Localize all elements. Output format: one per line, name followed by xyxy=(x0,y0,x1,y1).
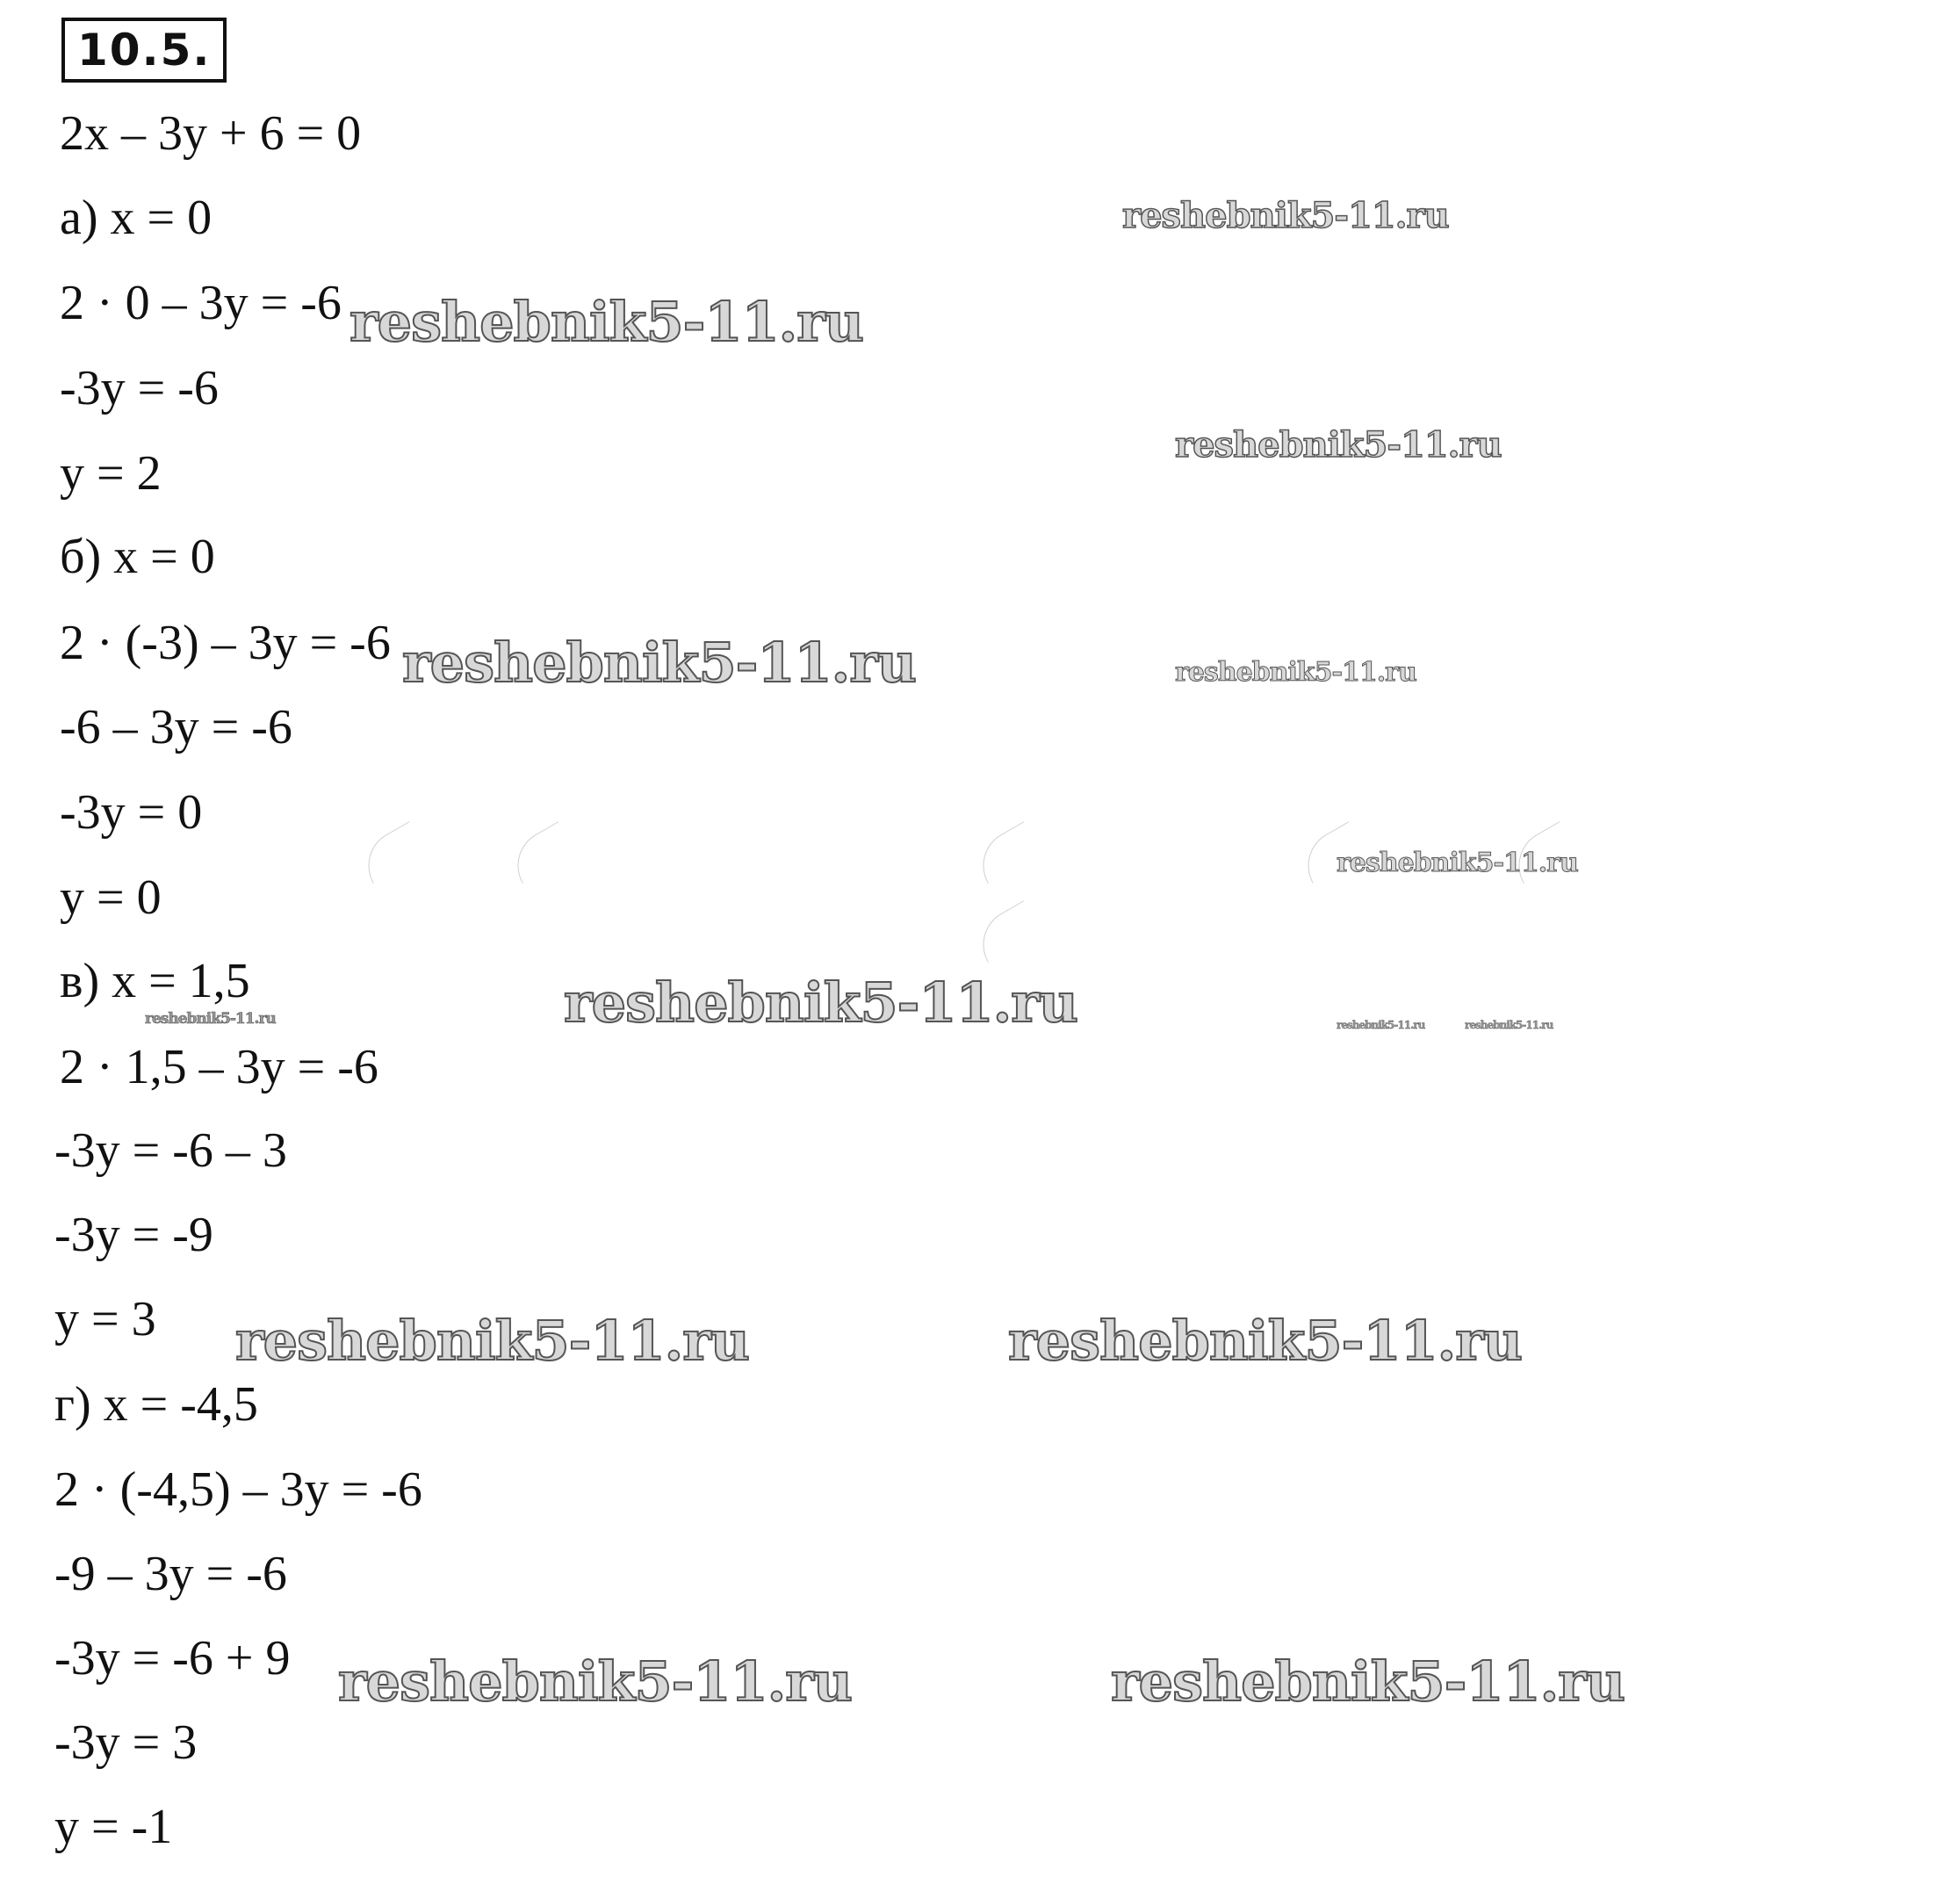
decorative-arc xyxy=(356,821,428,884)
decorative-arc xyxy=(505,821,577,884)
equation-line: -3y = -9 xyxy=(54,1208,213,1262)
watermark: reshebnik5-11.ru xyxy=(235,1309,749,1373)
equation-line: -3y = -6 xyxy=(60,361,219,415)
watermark: reshebnik5-11.ru xyxy=(145,1010,276,1028)
watermark: reshebnik5-11.ru xyxy=(1465,1019,1553,1031)
equation-line: 2x – 3y + 6 = 0 xyxy=(60,106,362,161)
watermark: reshebnik5-11.ru xyxy=(1175,424,1502,466)
equation-line: y = 0 xyxy=(60,870,162,925)
equation-line: -3y = 3 xyxy=(54,1715,198,1770)
equation-line: а) x = 0 xyxy=(60,191,213,245)
watermark: reshebnik5-11.ru xyxy=(1122,195,1449,236)
equation-line: y = 2 xyxy=(60,446,162,501)
equation-line: г) x = -4,5 xyxy=(54,1377,258,1432)
equation-line: 2 · 1,5 – 3y = -6 xyxy=(60,1040,378,1094)
equation-line: y = 3 xyxy=(54,1292,156,1346)
watermark: reshebnik5-11.ru xyxy=(564,971,1077,1035)
equation-line: -3y = -6 + 9 xyxy=(54,1631,291,1685)
equation-line: -9 – 3y = -6 xyxy=(54,1547,287,1601)
decorative-arc xyxy=(970,821,1042,884)
equation-line: б) x = 0 xyxy=(60,530,215,584)
watermark: reshebnik5-11.ru xyxy=(349,290,863,354)
watermark: reshebnik5-11.ru xyxy=(1175,657,1416,688)
equation-line: -3y = 0 xyxy=(60,785,203,840)
problem-number: 10.5. xyxy=(61,18,227,83)
equation-line: -3y = -6 – 3 xyxy=(54,1123,287,1178)
equation-line: y = -1 xyxy=(54,1800,173,1854)
equation-line: -6 – 3y = -6 xyxy=(60,700,292,754)
watermark: reshebnik5-11.ru xyxy=(402,631,916,695)
decorative-arc xyxy=(970,900,1042,963)
equation-line: 2 · (-4,5) – 3y = -6 xyxy=(54,1462,422,1517)
watermark: reshebnik5-11.ru xyxy=(1337,848,1578,878)
watermark: reshebnik5-11.ru xyxy=(338,1649,852,1714)
watermark: reshebnik5-11.ru xyxy=(1111,1649,1625,1714)
equation-line: 2 · 0 – 3y = -6 xyxy=(60,276,342,330)
equation-line: в) x = 1,5 xyxy=(60,954,250,1008)
watermark: reshebnik5-11.ru xyxy=(1008,1309,1522,1373)
watermark: reshebnik5-11.ru xyxy=(1337,1019,1425,1031)
equation-line: 2 · (-3) – 3y = -6 xyxy=(60,616,391,670)
